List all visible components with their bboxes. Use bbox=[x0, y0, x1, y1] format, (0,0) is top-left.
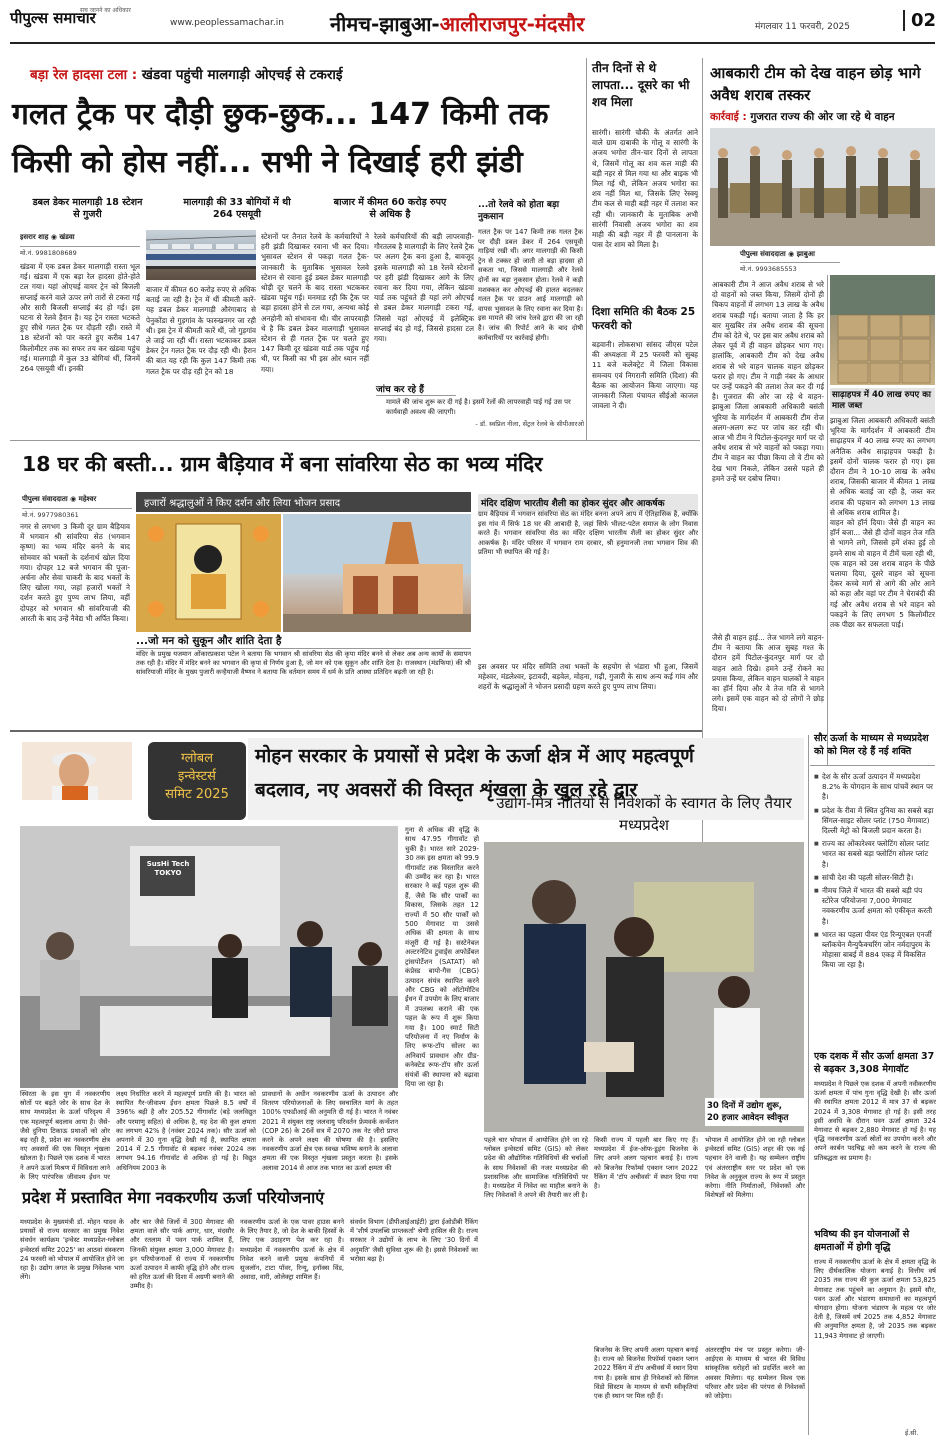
liquor-kicker-red: कार्रवाई : bbox=[710, 111, 747, 123]
train-photo bbox=[146, 230, 256, 280]
temple-side-title: मंदिर दक्षिण भारतीय शैली का होकर सुंदर और आकर्षक bbox=[478, 494, 698, 511]
gis-mid-col: गुना से अधिक की वृद्धि के साथ 47.95 गीगावॉट हो चुकी है। भारत सारे 2029-30 तक इस क्षमता को 99.9 गीगावॉट तक विस्तारित करने की उम्मीद कर रहा है। भारत सरकार ने कई पहल शुरू की हैं, जैसे कि सौर पार्कों का विकास, जिसके तहत 12 राज्यों में 50 सौर पार्कों को 500 मेगावाट या उससे अधिक की क्षमता के साथ मंजूरी दी गई है। सस्टेनेबल अल्टरनेटिव टुवार्ड्स अफोर्डेबल ट्रांसपोर्टेशन (SATAT) को कंप्रेस्ड बायो-गैस (CBG) उत्पादन संयंत्र स्थापित करने और CBG को ऑटोमोटिव ईंधन में उपयोग के लिए बाजार में उपलब्ध कराने की एक पहल के रूप में शुरू किया गया है। 100 स्मार्ट सिटी परियोजना में नए निर्माण के लिए रूफ-टॉप सोलर का अनिवार्य प्रावधान और ग्रीड-कनेक्टेड रूफ-टॉप सौर ऊर्जा संयंत्रों की स्थापना को बढ़ावा दिया जा रहा है। bbox=[405, 826, 479, 1088]
divider-h1 bbox=[10, 440, 700, 441]
edition-highlight: आलीराजपुर-मंदसौर bbox=[439, 12, 585, 36]
temple-phone: मो.नं. 9977980361 bbox=[22, 508, 132, 519]
page-number: 02 bbox=[903, 10, 936, 31]
mega-col-6: अंतरराष्ट्रीय मंच पर प्रस्तुत करेगा। जी-आईएस के माध्यम से भारत की विविध सांस्कृतिक धरोहरों को प्रदर्शित करने का अवसर मिलेगा। यह सम्मेलन विश्व एक परिवार और प्रदेश की परंपरा से निवेशकों को जोड़ेगा। bbox=[705, 1346, 805, 1401]
rail-col-3: स्टेशनों पर तैनात रेलवे के कर्मचारियों ने हरी झंडी दिखाकर रवाना भी कर दिया। भुसावल स्टेशन से पकड़ा गलत ट्रैक-जानकारी के मुताबिक भुसावल रेलवे स्टेशन से रवाना हुई डबल डेकर मालगाड़ी थोड़ी दूर चलने के बाद रास्ता भटककर खंडवा पहुंच गई। मनमाड रही कि ट्रैक पर बड़ा हादसा होने से टल गया, अन्यथा कोई अनहोनी को संभावना थी। चीर लापरवाही थे है कि डबल डेकर मालगाड़ी भुसावल स्टेशन से ही गलत ट्रैक पर चलते हुए 147 किमी दूर खंडवा यार्ड तक पहुंच गई थी, पर किसी का भी इस ओर ध्यान नहीं गया। bbox=[261, 232, 369, 374]
cm-caption-line-2: 20 हजार आवेदन स्वीकृत bbox=[707, 1113, 789, 1123]
booth-photo bbox=[20, 826, 398, 1088]
temple-building-illustration bbox=[283, 514, 471, 632]
gis-subhead: उद्योग-मित्र नीतियों से निवेशकों के स्वागत के लिए तैयार मध्यप्रदेश bbox=[496, 794, 792, 834]
temple-col-2: मंदिर के प्रमुख यजमान ओंकारप्रकाश पटेल ने बताया कि भगवान श्री सांवरिया सेठ की कृपा मंदिर बनने से लेकर अब अन्य कार्यों के समापन तक रही है। मंदिर में मंदिर बनने का भगवान की कृपा से निर्णय हुआ है, जो मन को एक सुकून और शांति देता है। राजस्थान (मंडफिया) की श्री सांवरियाजी मंदिर के मुख्य पुजारी कन्हैयाजी वैष्णव ने बताया कि वर्तमान समय में धर्म के प्रति आस्था प्रतिदिन बढ़ती जा रही है। bbox=[136, 650, 471, 676]
cartons-illustration bbox=[830, 275, 935, 385]
rail-subhead-1: डबल डेकर मालगाड़ी 18 स्टेशन से गुजरी bbox=[32, 197, 143, 220]
rail-subhead-4: ...तो रेलवे को होता बड़ा नुकसान bbox=[478, 200, 560, 222]
liquor-headline: आबकारी टीम को देख वाहन छोड़ भागे अवैध शराब तस्कर bbox=[710, 64, 921, 104]
cm-photo-caption bbox=[705, 1098, 805, 1126]
disha-headline: दिशा समिति की बैठक 25 फरवरी को bbox=[592, 306, 696, 332]
rail-kicker bbox=[30, 65, 343, 83]
liquor-byline: पीपुल्स संवाददाता ◉ झाबुआ bbox=[740, 250, 815, 258]
temple-banner: हजारों श्रद्धालुओं ने किए दर्शन और लिया भोजन प्रसाद bbox=[136, 492, 471, 512]
temple-byline: पीपुल्स संवाददाता ◉ महेश्वर bbox=[22, 495, 97, 503]
gis-body-col-4: पहले चार भोपाल में आयोजित होने जा रहे ग्लोबल इन्वेस्टर्स समिट (GIS) को लेकर प्रदेश की औद्योगिक गतिविधियों की चर्चाओं के साथ निवेशकों की नजर मध्यप्रदेश की प्रशासनिक और सामाजिक गतिविधियों पर है। मध्यप्रदेश में निवेश का माहौल बनाने के लिए निवेशकों ने अपने की तैयारी कर ली है। bbox=[484, 1136, 588, 1200]
missing-body: सारंगी। सारंगी चौकी के अंतर्गत आने वाले ग्राम दाबाकी के गोलू व सारंगी के अजय भगोरा तीन-चार दिनों से लापता थे, जिसमें गोलू का शव कल माही की बड़ी नहर से मिल गया था और बाइक भी मिल गई थी, लेकिन अजय भगोरा का शव नहीं मिल था, जिसके लिए रेस्क्यू टीम कल से माही बड़ी नहर में तलाश कर रही थी। जानकारी के मुताबिक अभी सारंगी निवासी अजय भगोरा का शव माही की बड़ी नहर में ही पानलाना के पास देर शाम को मिला है। bbox=[592, 128, 698, 250]
rail-kicker-rest: खंडवा पहुंची मालगाड़ी ओएचई से टकराई bbox=[141, 67, 343, 83]
liquor-col-1: आबकारी टीम ने आज अवैध शराब से भरे दो वाहनों को जब्त किया, जिसमें दोनों ही चिकप वाहनों में लगभग 13 लाख के अवैध शराब पकड़ी गई। बताया जाता है कि हर बार मुखबिर तंत्र अवैध शराब की सूचना टीम को देते थे, पर इस बार अवैध शराब को लेकर पूर्व में ही वाहन छोड़कर भाग गए। हालांकि, आबकारी टीम को देख अवैध शराब से भरे वाहन चालक वाहन छोड़कर फरार हो गए। टीम ने गाड़ी नंबर के आधार पर उन्हें पकड़ने की तलाश तेज कर दी गई है। गुजरात की ओर जा रहे थे वाहन-झाबुआ जिला आबकारी अधिकारी बसंती भूरिया के मार्गदर्शन में आबकारी टीम रोज अलग-अलग रूट पर जांच कर रही थी। आज भी टीम ने पिटोल-कुंदनपुर मार्ग पर दो अवैध शराब से भरे वाहनों को पकड़ा गया। टीम ने वाहन का पीछा किया तो वे टीम को देख भाग निकले, लेकिन उससे पहले ही हमने उन्हें घर दबोच लिया। bbox=[712, 280, 824, 483]
rail-subhead-2: मालगाड़ी की 33 बोगियों में थी 264 एसयूवी bbox=[183, 197, 291, 220]
temple-photo-caption: ...जो मन को सुकून और शांति देता है bbox=[136, 634, 471, 649]
divider-v3 bbox=[827, 275, 828, 765]
divider-h3 bbox=[810, 765, 935, 766]
gis-body-col-1: स्थिरता के इस युग में नवकरणीय स्रोतों पर बढ़ते जोर के साथ देश के साथ मध्यप्रदेश के ऊर्जा परिदृश्य में एक महत्वपूर्ण बदलाव आया है। जैसे-जैसे दुनिया टिकाऊ प्रथाओं को ओर बढ़ रही है, प्रदेश का नवकरणीय क्षेत्र नए अवसरों की एक विस्तृत शृंखला खोलता है। पिछले एक दशक में भारत ने अपने ऊर्जा मिश्रण में विविधता लाने के लिए पारंपरिक जीवाश्म ईंधन पर bbox=[20, 1090, 110, 1181]
solar-title: सौर ऊर्जा के माध्यम से मध्यप्रदेश को को मिल रहे हैं नई शक्ति bbox=[814, 733, 929, 757]
gis-tag-line-1: ग्लोबल bbox=[180, 751, 214, 766]
meeting-illustration bbox=[20, 826, 398, 1088]
gis-tag-line-3: समिट 2025 bbox=[165, 787, 229, 802]
train-illustration bbox=[146, 230, 256, 280]
solar-bullet: ■ देश के सौर ऊर्जा उत्पादन में मध्यप्रदेश 8.2% के योगदान के साथ पांचवें स्थान पर है। bbox=[814, 772, 936, 803]
rail-col-1: खंडवा में एक डबल डेकर मालगाड़ी रास्ता भूल गई। खंडवा में एक बड़ा रेल हादसा होते-होते टल गया। यहां ओएचई वायर ट्रेन को बिजली सप्लाई करने वाले ऊपर लगे तारों से टकरा गई और सारी बिजली सप्लाई बंद हो गई। इस घटना से रेलवे हैरान है। यह ट्रेन रास्ता भटकते हुए सीधे गलत ट्रैक पर दौड़ती रही। रास्ते में 18 स्टेशनों को पार करते हुए करीब 147 किलोमीटर तक का सफर तय कर खंडवा पहुंच गई। मालगाड़ी में कुल 33 बोगियां थीं, जिनमें 264 एसयूवी थीं। इनकी bbox=[20, 262, 140, 374]
divider-v4 bbox=[808, 735, 809, 1435]
gis-headline-1: मोहन सरकार के प्रयासों से प्रदेश के ऊर्जा क्षेत्र में आए महत्वपूर्ण bbox=[255, 745, 694, 767]
liquor-col-2: झाबुआ जिला आबकारी अधिकारी बसंती भूरिया के मार्गदर्शन में आबकारी टीम साढ़ाहपत्र में 40 लाख रुपए का लगभग अनैतिक अवैध साढ़ाहपत्र पकड़ी है। इसमें दोनों चालक फरार हो गए। इस दौरान टीम ने 10-10 लाख के अवैध शराब, जिसकी बाजार में कीमत 1 लाख से अधिक बताई जा रही है, जब्त कर शराब की पहचान को लगभग 13 लाख से अधिक शराब शामिल है। bbox=[830, 416, 935, 516]
mega-col-5: बिजनेस के लिए अपनी अलग पहचान बनाई है। राज्य को बिजनेस रिफॉर्म्स एक्शन प्लान 2022 रैंकिंग में टॉप अचीवर्स में स्थान दिया गया है। इसके साथ ही निवेशकों को सिंगल विंडो सिस्टम के माध्यम से सभी स्वीकृतियां एक ही स्थान पर मिल रही हैं। bbox=[594, 1346, 698, 1401]
decade-title: एक दशक में सौर ऊर्जा क्षमता 37 से बढ़कर 3,308 मेगावॉट bbox=[814, 1051, 935, 1075]
missing-headline: तीन दिनों से थे लापता... दूसरे का भी शव मिला bbox=[592, 61, 690, 109]
temple-side-body: ग्राम बैड़ियाव में भगवान सांवरिया सेठ का मंदिर बनना अपने आप में ऐतिहासिक है, क्योंकि इस गांव में सिर्फ 18 घर की आबादी है, जहां सिर्फ भीलट-पटेल समाज के लोग निवास करते हैं। भगवान सांवरिया सेठ का मंदिर दक्षिण भारतीय शैली का होकर सुंदर और आकर्षक है। मंदिर परिसर में भगवान राम दरबार, श्री हनुमानजी तथा भगवान शिव की प्रतिमा भी स्थापित की गई है। bbox=[478, 510, 698, 557]
rail-quote-box bbox=[376, 382, 584, 430]
future-body: राज्य में नवकरणीय ऊर्जा के क्षेत्र में क्षमता वृद्धि के लिए दीर्घकालिक योजना बनाई है। वित्तीय वर्ष 2035 तक राज्य की कुल ऊर्जा क्षमता 53,825 मेगावाट तक पहुंचने का अनुमान है। इसमें सौर, पवन ऊर्जा और भंडारण समाधानों का महत्वपूर्ण योगदान होगा। योजना भंडारण के महत्व पर जोर देती है, जिसमें वर्ष 2025 तक 4,852 मेगावाट की अनुमानित क्षमता है, जो 2035 तक बढ़कर 11,943 मेगावाट हो जाएगी। bbox=[814, 1258, 936, 1340]
liquor-kicker-rest: गुजरात राज्य की ओर जा रहे थे वाहन bbox=[750, 111, 895, 123]
rail-byline: इसरार शाह ◉ खंडवा bbox=[20, 233, 75, 241]
booth-sign: SusHi Tech TOKYO bbox=[146, 860, 190, 877]
liquor-kicker bbox=[710, 110, 938, 124]
rail-quote-sig: - डॉ. स्वप्निल नीला, सेंट्रल रेलवे के सीपीआरओ bbox=[475, 420, 584, 428]
gis-tag bbox=[148, 742, 246, 820]
liquor-col-1b: जैसे ही वाहन हाई... तेज भागने लगे वाहन-टीम ने बताया कि आज सुबह गश्त के दौरान हमें पिटोल-कुंदनपुर मार्ग पर दो वाहन आते दिखे। हमने उन्हें रोकने का प्रयास किया, लेकिन वाहन चालकों ने वाहन का हॉर्न दिया और वे तेज गति से भागने लगे। इसमें एक वाहन को दो लोगों ने छोड़ दिया। bbox=[712, 633, 824, 714]
pm-portrait bbox=[22, 742, 132, 800]
liquor-phone: मो.नं. 9993685553 bbox=[740, 262, 840, 273]
decade-body: मध्यप्रदेश ने पिछले एक दशक में अपनी नवीकरणीय ऊर्जा क्षमता में पांच गुना वृद्धि देखी है। सौर ऊर्जा की स्थापित क्षमता 2012 में मात्र 37 से बढ़कर 2024 में 3,308 मेगावाट हो गई है। इसी तरह इसी अवधि के दौरान पवन ऊर्जा क्षमता 324 मेगावाट से बढ़कर 2,880 मेगावाट हो गई है। यह वृद्धि नवकरणीय ऊर्जा स्रोतों का उपयोग करने और अपने कार्बन पदचिह्न को कम करने के राज्य की प्रतिबद्धता का प्रमाण है। bbox=[814, 1080, 936, 1162]
gis-headline-2: बदलाव, नए अवसरों की विस्तृत शृंखला के खुल रहे द्वार bbox=[255, 779, 638, 801]
idol-illustration bbox=[136, 514, 281, 632]
mega-col-1: मध्यप्रदेश के मुख्यमंत्री डॉ. मोहन यादव के प्रयासों से राज्य सरकार का प्रमुख निवेश संवर्धन कार्यक्रम 'इन्वेस्ट मध्यप्रदेश-ग्लोबल इन्वेस्टर्स समिट 2025' का आठवां संस्करण 24 फरवरी को भोपाल में आयोजित होने जा रहा है। उद्योग जगत के प्रमुख निवेशक भाग लेंगे। bbox=[20, 1218, 124, 1282]
temple-photo-right bbox=[283, 514, 471, 632]
portrait-illustration bbox=[22, 742, 132, 800]
cm-illustration bbox=[484, 842, 804, 1132]
solar-bullet: ■ नीमच जिले में भारत की सबसे बड़ी पंप स्टोरेज परियोजना 7,000 मेगावाट नवकरणीय ऊर्जा क्षमता को एकीकृत करती है। bbox=[814, 886, 936, 927]
divider-v1 bbox=[586, 58, 587, 440]
future-title: भविष्य की इन योजनाओं से क्षमताओं में होगी वृद्धि bbox=[814, 1229, 910, 1253]
cm-caption-line-1: 30 दिनों में उद्योग शुरू, bbox=[707, 1101, 782, 1111]
masthead-url: www.peoplessamachar.in bbox=[170, 18, 284, 28]
cm-photo bbox=[484, 842, 804, 1132]
rail-headline-1: गलत ट्रैक पर दौड़ी छुक-छुक... 147 किमी तक bbox=[12, 97, 549, 132]
solar-bullet: ■ राज्य का ओंकारेश्वर फ्लोटिंग सोलर प्लांट भारत का सबसे बड़ा फ्लोटिंग सोलर प्लांट है। bbox=[814, 839, 936, 870]
rail-quote-title: जांच कर रहे हैं bbox=[376, 382, 456, 396]
mega-col-2: और चार जैसे जिलों में 300 मेगावाट की क्षमता वाले सौर पार्क आगर, धार, मंदसौर और रतलाम में पवन पार्क शामिल हैं, जिनकी संयुक्त क्षमता 3,000 मेगावाट है। इन परियोजनाओं से राज्य में नवकरणीय ऊर्जा उत्पादन में काफी वृद्धि होने और राज्य को हरित ऊर्जा की दिशा में अग्रणी बनाने की उम्मीद है। bbox=[130, 1218, 234, 1291]
rail-quote-text: मामले की जांच शुरू कर दी गई है। इसमें रेलों की लापरवाही पाई गई उस पर कार्यवाही अवश्य की जाएगी। bbox=[386, 398, 571, 416]
rail-headline-2: किसी को होस नहीं... सभी ने दिखाई हरी झंडी bbox=[12, 145, 523, 180]
rail-subhead-3: बाजार में कीमत 60 करोड़ रुपए से अधिक है bbox=[333, 197, 447, 220]
logo-text: पीपुल्स समाचार bbox=[10, 9, 96, 27]
solar-bullets bbox=[814, 772, 936, 1032]
solar-bullet: ■ सांची देश की पहली सोलर-सिटी है। bbox=[814, 873, 936, 883]
mega-col-3: नवकरणीय ऊर्जा के एक पावर हाउस बनने के लिए तैयार है, जो देश के बाकी हिस्सों के लिए एक उदाहरण पेश कर रहा है। मध्यप्रदेश में नवकरणीय ऊर्जा के क्षेत्र में निवेश करने वाली प्रमुख कंपनियों में सुजलॉन, टाटा पॉवर, रिन्यू, इनॉक्स विंड, अवादा, वारी, ओलेक्ट्रा शामिल हैं। bbox=[240, 1218, 344, 1282]
seized-photo bbox=[830, 275, 935, 385]
logo-tagline: सच जानने का अधिकार bbox=[80, 7, 131, 14]
masthead bbox=[10, 6, 935, 44]
gis-body-col-5: किसी राज्य में पहली बार किए गए हैं। मध्यप्रदेश में ईज-ऑफ-डूइंग बिजनेस के लिए अपने अलग पहचान बनाई है। राज्य को बिजनेस रिफॉर्म्स एक्शन प्लान 2022 रैंकिंग में 'टॉप अचीवर्स' में स्थान दिया गया है। bbox=[594, 1136, 698, 1191]
temple-photo-left bbox=[136, 514, 281, 632]
edition-prefix: नीमच-झाबुआ- bbox=[330, 12, 440, 36]
temple-side-body-2: इस अवसर पर मंदिर समिति तथा भक्तों के सहयोग से भंडारा भी हुआ, जिसमें महेश्वर, मंडलेश्वर, इटावदी, बड़वेल, मोहना, गढ़ी, गुजारी के साथ अन्य कई गांव और शहरों के श्रद्धालुओं ने भोजन प्रसादी ग्रहण करते हुए पुण्य लाभ लिया। bbox=[478, 662, 698, 692]
rail-kicker-red: बड़ा रेल हादसा टला : bbox=[30, 67, 138, 83]
rail-col-2: बाजार में कीमत 60 करोड़ रुपए से अधिक बताई जा रही है। ट्रेन में थीं कीमती कारें- यह डबल डेकर मालगाड़ी औरंगाबाद से पेनुकोंडा से गुड़गांव के फारुखनगर जा रही थी। इस ट्रेन में कीमती कारें थीं, जो गुड़गांव ले जाई जा रही थीं। रास्ता भटकाकर डबल डेकर ट्रेन गलत ट्रैक पर दौड़ रही थी। हैरान की बात यह रही कि कुल 147 किमी तक गलत ट्रैक पर दौड़ रही ट्रेन को 18 bbox=[146, 285, 256, 376]
disha-body: बड़वानी। लोकसभा सांसद जीएस पटेल की अध्यक्षता में 25 फरवरी को सुबह 11 बजे कलेक्ट्रेट में जिला विकास समन्वय एवं निगरानी समिति (दिशा) की बैठक का आयोजन किया जाएगा। यह जानकारी जिला पंचायत सीईओ काजल जावला ने दी। bbox=[592, 340, 698, 411]
masthead-date: मंगलवार 11 फरवरी, 2025 bbox=[755, 22, 851, 32]
masthead-logo bbox=[10, 8, 160, 38]
solar-bullet: ■ प्रदेश के रीवा में स्थित दुनिया का सबसे बड़ा सिंगल-साइट सोलर प्लांट (750 मेगावाट) दिल्ली मेट्रो को बिजली प्रदान करता है। bbox=[814, 806, 936, 837]
rail-col-4: रेलवे कर्मचारियों की बड़ी लापरवाही-गौरतलब है मालगाड़ी के लिए रेलवे ट्रैक पर अलग ट्रैक बना हुआ है, बावजूद इसके मालगाड़ी को 18 रेलवे स्टेशनों पर हरी झंडी दिखाकर आगे के लिए रवाना कर दिया गया, लेकिन खंडवा यार्ड तक पहुंचते ही यहां लगे ओएचई से डबल डेकर मालगाड़ी टकरा गई, जिससे यहां ओएचई में इलेक्ट्रिक सप्लाई बंद हो गई, जिससे हादसा टल गया। bbox=[374, 232, 474, 344]
rail-col-5: गलत ट्रैक पर 147 किमी तक गलत ट्रैक पर दौड़ी डबल डेकर में 264 एसयूवी गाड़ियां रखी थीं। अगर मालगाड़ी की किसी ट्रेन से टक्कर हो जाती तो बड़ा हादसा हो सकता था, जिससे मालगाड़ी और रेलवे दोनों का बड़ा नुकसान होता। रेलवे ने कड़ी मशक्कत कर ओएचई की हालत बदलकर गलत ट्रैक पर डाउन आई मालगाड़ी को वापस भुसावल के लिए रवाना कर दिया है। इस मामले की जांच रेलवे द्वारा की जा रही है। जांच की रिपोर्ट आने के बाद दोषी कर्मचारियों पर कार्रवाई होगी। bbox=[478, 228, 583, 342]
gis-body-col-3: प्रावधानों के अधीन नवकरणीय ऊर्जा के उत्पादन और वितरण परियोजनाओं के लिए स्वचालित मार्ग के तहत 100% एफडीआई की अनुमति दी गई है। भारत ने नवंबर 2021 में संयुक्त राष्ट्र जलवायु परिवर्तन फ्रेमवर्क कन्वेंशन (COP 26) के 26वें सत्र में 2070 तक नेट जीरो प्राप्त करने के अपने लक्ष्य की घोषणा की है। इसलिए नवकरणीय ऊर्जा क्षेत्र एक स्वच्छ भविष्य बनाने के अलावा क्षमता की एक विस्तृत शृंखला प्रस्तुत करता है। इसके अलावा 2014 से आज तक भारत का ऊर्जा क्षमता की bbox=[262, 1090, 398, 1172]
gis-body-col-6: भोपाल में आयोजित होने जा रही ग्लोबल इन्वेस्टर्स समिट (GIS) शहर की एक नई पहचान देने वाली है। यह सम्मेलन राष्ट्रीय एवं अंतरराष्ट्रीय स्तर पर प्रदेश को एक निवेश के अनुकूल राज्य के रूप में प्रस्तुत करेगा। नीति निर्माताओं, निवेशकों और विशेषज्ञों को मिलेगा। bbox=[705, 1136, 805, 1200]
gis-tag-line-2: इन्वेस्टर्स bbox=[178, 769, 216, 784]
solar-bullet: ■ भारत का पहला पीयर एंड रिन्यूएबल एनर्जी ब्लॉकचेन मैन्युफैक्चरिंग जोन नर्मदापुरम के मोहासा बाबई में 884 एकड़ में विकसित किया जा रहा है। bbox=[814, 930, 936, 971]
divider-h2 bbox=[10, 730, 702, 732]
liquor-photo bbox=[710, 128, 935, 246]
mega-projects-headline: प्रदेश में प्रस्तावित मेगा नवकरणीय ऊर्जा परियोजनाएं bbox=[22, 1188, 325, 1207]
temple-headline: 18 घर की बस्ती... ग्राम बैड़ियाव में बना सांवरिया सेठ का भव्य मंदिर bbox=[22, 452, 543, 476]
gis-body-col-2: लक्ष्य निर्धारित करने में महत्वपूर्ण प्रगति की है। भारत को स्थापित गैर-जीवाश्म ईंधन क्षमता पिछले 8.5 वर्षों में 396% बढ़ी है और 205.52 गीगावॉट (बड़े जलविद्युत और परमाणु सहित) से अधिक है, यह देश की कुल क्षमता का लगभग 42% है (नवंबर 2024 तक)। सौर ऊर्जा को अपनाने में 30 गुना वृद्धि देखी गई है, स्थापित क्षमता 2014 में 2.5 गीगावॉट से बढ़कर नवंबर 2024 तक लगभग 94.16 गीगावॉट से अधिक हो गई है। विद्युत अधिनियम 2003 के bbox=[116, 1090, 256, 1172]
edition-title bbox=[330, 10, 584, 37]
seized-caption: साढ़ाहपत्र में 40 लाख रुपए का माल जब्त bbox=[830, 388, 935, 414]
mega-col-4: संवर्धन विभाग (डीपीआईआईटी) द्वारा ईओडीबी रैंकिंग में 'शीर्ष उपलब्धि प्राप्तकर्ता' श्रेणी हासिल की है। राज्य सरकार ने उद्योगों के लाभ के लिए '30 दिनों में अनुमति' जैसी सुविधा शुरू की है। इससे निवेशकों का भरोसा बढ़ा है। bbox=[350, 1218, 478, 1263]
rail-phone: मो.नं. 9981808689 bbox=[20, 246, 140, 257]
temple-col-1: नगर से लगभग 3 किमी दूर ग्राम बैड़ियाव में भगवान श्री सांवरिया सेठ (भगवान कृष्ण) का भव्य मंदिर बनने के बाद सोमवार को भक्तों के दर्शनार्थ खोल दिया गया। दोपहर 12 बजे भगवान की पूजा-अर्चना और सेवा चाकरी के बाद भक्तों के लिए खोला गया, जहां हजारों भक्तों ने दर्शन करते हुए पुण्य लाभ लिया, वहीं दोपहर को भगवान श्री सांवरियाजी की आरती के बाद उन्हें नैवेद्य भी अर्पित किया। bbox=[20, 522, 130, 623]
solar-signature: ई.सी. bbox=[905, 1429, 919, 1437]
officers-illustration bbox=[710, 128, 935, 246]
liquor-col-2b: वाहन को हॉर्न दिया। जैसे ही वाहन का हॉर्न बजा... जैसे ही दोनों वाहन तेज गति से भागने लगे, जिससे हमें शंका हुई तो हमने साथ वो वाहन में टीमें चला रही थी, एक वाहन को उस शराब वाहन के पीछे चलाया दिया, दूसरे वाहन को सूचना देकर कच्चे मार्ग से आगे की ओर आने को कहा और वहां पर टीम ने घेराबंदी की गई और अवैध शराब से भरे वाहन को पकड़ने के लिए लगभग 5 किलोमीटर तक पीछा कर सफलता पाई। bbox=[830, 518, 935, 630]
